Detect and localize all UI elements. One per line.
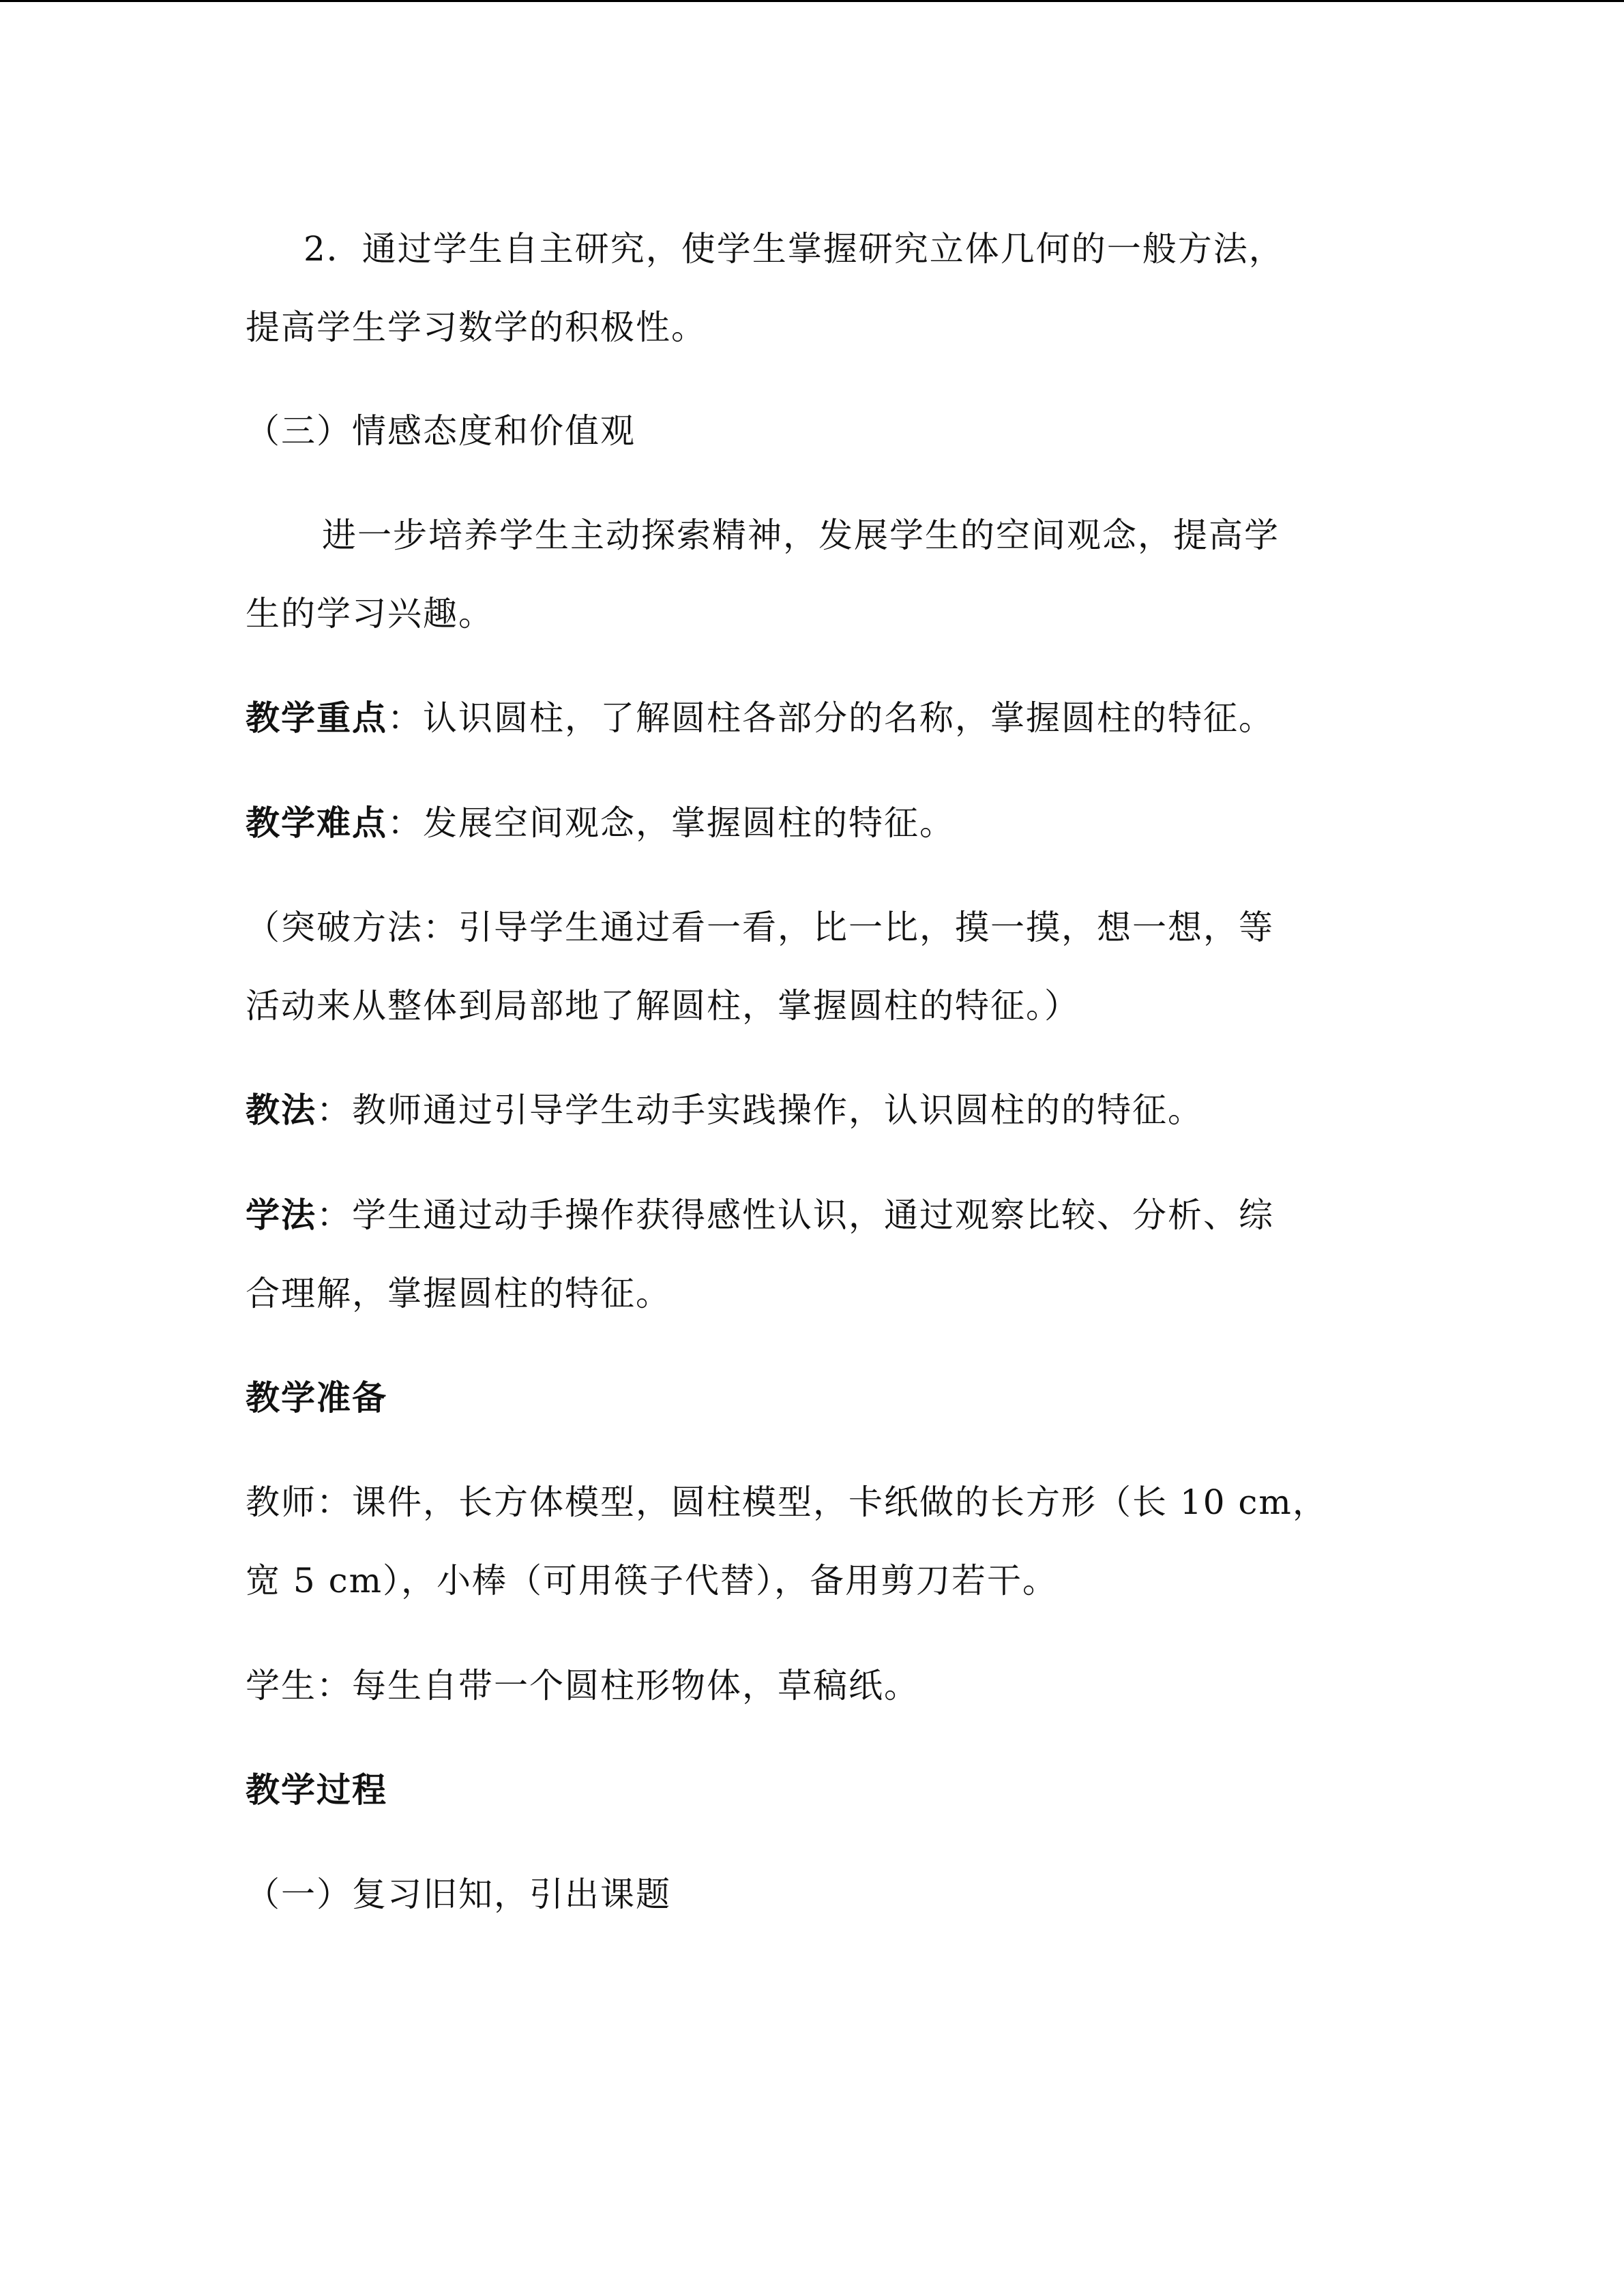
section-3-line-1: 进一步培养学生主动探索精神，发展学生的空间观念，提高学 <box>322 516 1280 555</box>
teaching-method-paragraph <box>246 1090 1203 1131</box>
breakthrough-line-1: （突破方法：引导学生通过看一看，比一比，摸一摸，想一想，等 <box>246 908 1274 947</box>
section-3-line-2: 生的学习兴趣。 <box>246 594 494 633</box>
preparation-student-line: 学生：每生自带一个圆柱形物体，草稿纸。 <box>246 1666 919 1705</box>
page-top-border <box>0 0 1624 2</box>
breakthrough-line-2: 活动来从整体到局部地了解圆柱，掌握圆柱的特征。） <box>246 986 1080 1026</box>
preparation-teacher-line-2: 宽 5 cm），小棒（可用筷子代替），备用剪刀若干。 <box>246 1561 1059 1600</box>
key-point-label: 教学重点 <box>246 698 387 738</box>
difficulty-text: ：发展空间观念，掌握圆柱的特征。 <box>387 803 955 843</box>
objective-item-2-line-1: 2．通过学生自主研究，使学生掌握研究立体几何的一般方法， <box>304 229 1284 269</box>
learning-method-line-2: 合理解，掌握圆柱的特征。 <box>246 1274 671 1313</box>
teaching-method-text: ：教师通过引导学生动手实践操作，认识圆柱的的特征。 <box>316 1090 1203 1130</box>
learning-method-text: ：学生通过动手操作获得感性认识，通过观察比较、分析、综 <box>316 1195 1274 1235</box>
difficulty-paragraph <box>246 803 955 844</box>
teaching-method-label: 教法 <box>246 1090 316 1130</box>
process-section-1-heading: （一）复习旧知，引出课题 <box>246 1875 671 1914</box>
key-point-text: ：认识圆柱，了解圆柱各部分的名称，掌握圆柱的特征。 <box>387 698 1274 738</box>
preparation-teacher-line-1: 教师：课件，长方体模型，圆柱模型，卡纸做的长方形（长 10 cm， <box>246 1482 1328 1522</box>
objective-item-2-line-2: 提高学生学习数学的积极性。 <box>246 308 707 347</box>
learning-method-label: 学法 <box>246 1195 316 1235</box>
preparation-heading: 教学准备 <box>246 1378 387 1418</box>
learning-method-line-1 <box>246 1195 1274 1236</box>
difficulty-label: 教学难点 <box>246 803 387 843</box>
key-point-paragraph <box>246 698 1274 739</box>
process-heading: 教学过程 <box>246 1770 387 1810</box>
section-3-heading: （三）情感态度和价值观 <box>246 411 636 451</box>
